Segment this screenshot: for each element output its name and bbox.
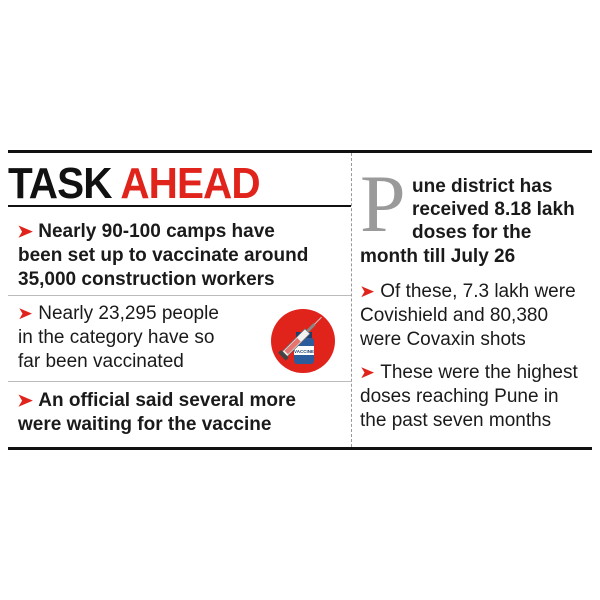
right-item-1-line-2: Covishield and 80,380: [360, 305, 549, 326]
right-item-1-line-1: Of these, 7.3 lakh were: [380, 281, 576, 302]
separator-1: [8, 295, 351, 296]
left-item-2-line-3: far been vaccinated: [18, 351, 184, 372]
left-item-3: [18, 389, 296, 437]
left-item-2-line-1: Nearly 23,295 people: [38, 303, 219, 324]
headline-word-ahead: AHEAD: [120, 159, 260, 208]
vial-label: VACCINE: [294, 349, 314, 354]
right-item-2-line-3: the past seven months: [360, 410, 552, 431]
arrow-icon: ➤: [17, 304, 33, 323]
left-item-1-line-2: been set up to vaccinate around: [18, 245, 309, 266]
left-item-2-line-2: in the category have so: [18, 327, 215, 348]
column-divider: [351, 153, 352, 447]
infographic-box: [8, 150, 592, 450]
right-item-2: [360, 361, 578, 433]
right-item-2-line-2: doses reaching Pune in: [360, 386, 559, 407]
right-item-2-line-1: These were the highest: [380, 362, 578, 383]
lead-line-1: une district has: [412, 176, 553, 197]
left-item-2: [18, 302, 219, 374]
lead-paragraph: [412, 175, 592, 244]
right-item-1-line-3: were Covaxin shots: [360, 329, 526, 350]
left-item-1-line-3: 35,000 construction workers: [18, 269, 275, 290]
left-item-1: [18, 220, 308, 292]
right-item-1: [360, 280, 576, 352]
arrow-icon: ➤: [17, 222, 33, 241]
left-item-1-line-1: Nearly 90-100 camps have: [38, 221, 275, 242]
lead-line-2: received 8.18 lakh: [412, 199, 575, 220]
headline: [8, 161, 260, 207]
drop-cap: P: [360, 158, 406, 249]
headline-rule: [8, 205, 351, 207]
vaccine-syringe-icon: [270, 308, 336, 374]
left-item-3-line-2: were waiting for the vaccine: [18, 414, 272, 435]
lead-line-3: doses for the: [412, 222, 532, 243]
arrow-icon: ➤: [17, 391, 33, 410]
separator-2: [8, 381, 351, 382]
headline-word-task: TASK: [8, 159, 112, 208]
left-item-3-line-1: An official said several more: [38, 390, 296, 411]
lead-line-4: month till July 26: [360, 246, 516, 267]
arrow-icon: ➤: [359, 363, 375, 382]
arrow-icon: ➤: [359, 282, 375, 301]
